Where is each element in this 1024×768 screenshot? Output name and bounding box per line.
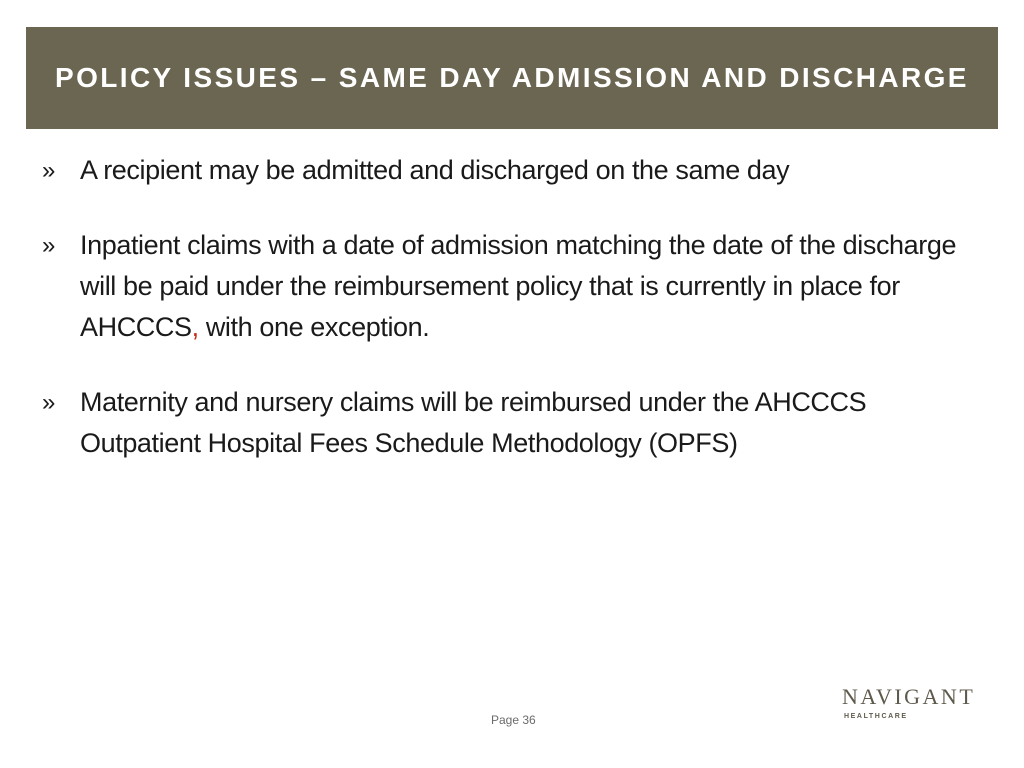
title-bar <box>26 27 998 129</box>
bullet-marker: » <box>42 389 55 416</box>
bullet-text-accent-comma: , <box>191 312 199 342</box>
bullet-marker: » <box>42 157 55 184</box>
bullet-text: A recipient may be admitted and discharged on the same day <box>80 155 790 185</box>
bullet-text-tail: with one exception. <box>198 312 430 342</box>
bullet-item <box>42 225 962 348</box>
bullet-item <box>42 382 962 464</box>
bullet-text <box>80 225 962 348</box>
bullet-text: Maternity and nursery claims will be reimbursed under the AHCCCS Outpatient Hospital Fees Schedule Methodology (OPFS) <box>80 387 867 458</box>
bullet-item <box>42 150 962 191</box>
page-title: POLICY ISSUES – SAME DAY ADMISSION AND DISCHARGE <box>55 62 969 93</box>
navigant-logo <box>842 684 982 730</box>
bullet-marker: » <box>42 232 55 259</box>
bullet-list <box>42 150 962 498</box>
logo-subtitle: HEALTHCARE <box>844 713 908 720</box>
logo-wordmark: NAVIGANT <box>842 684 976 709</box>
page-number: Page 36 <box>491 713 536 727</box>
bullet-text-main: Inpatient claims with a date of admission matching the date of the discharge will be paid under the reimbursement policy that is currently in place for AHCCCS <box>80 230 957 342</box>
